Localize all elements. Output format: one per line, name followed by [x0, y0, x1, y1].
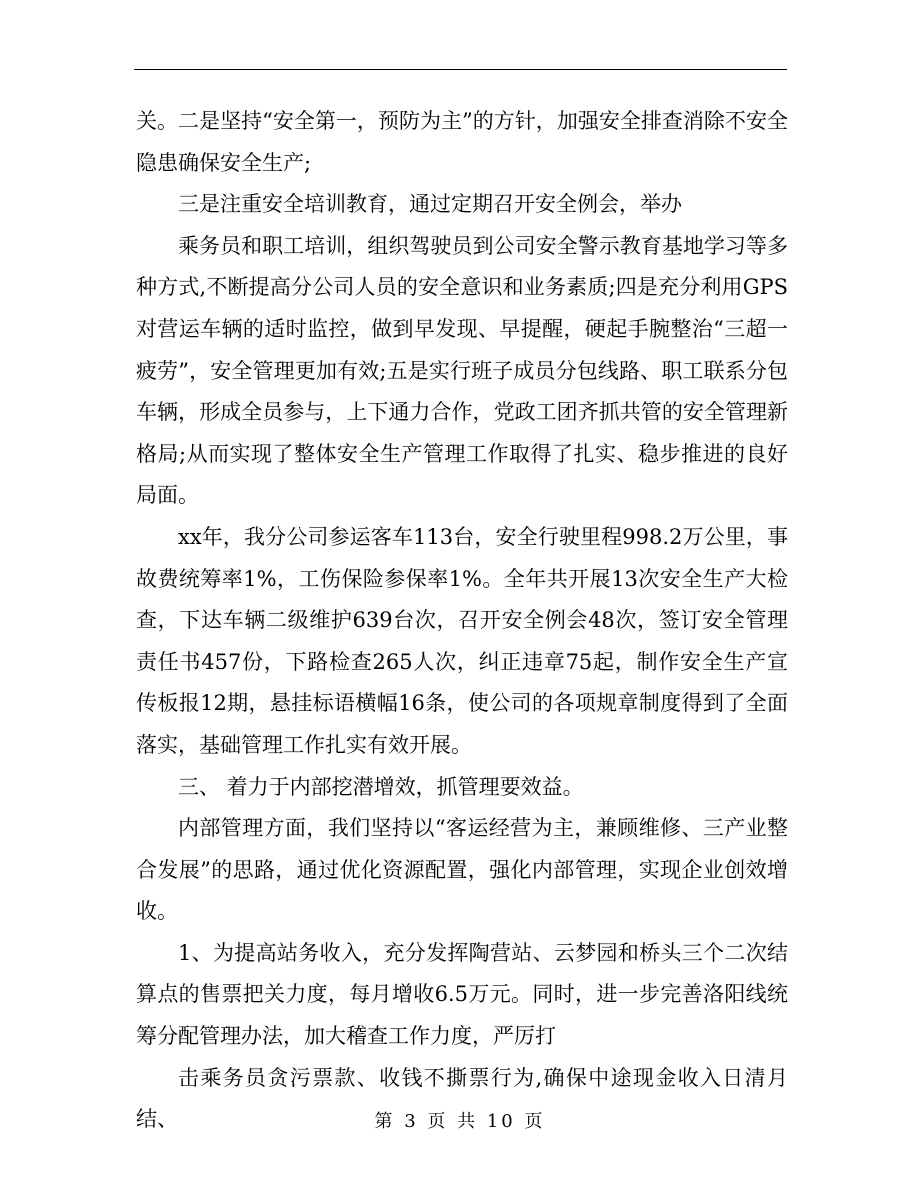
paragraph-2: 三是注重安全培训教育，通过定期召开安全例会，举办 [178, 192, 682, 217]
page-number-footer: 第 3 页 共 10 页 [374, 1111, 546, 1132]
document-body [136, 101, 788, 1141]
paragraph-5: 内部管理方面，我们坚持以“客运经营为主，兼顾维修、三产业整合发展”的思路，通过优化资源配置，强化内部管理，实现企业创效增收。 [136, 816, 788, 924]
paragraph-1: 关。二是坚持“安全第一，预防为主”的方针，加强安全排查消除不安全隐患确保安全生产; [136, 109, 788, 175]
paragraph-4: xx年，我分公司参运客车113台，安全行驶里程998.2万公里，事故费统筹率1%，工伤保险参保率1%。全年共开展13次安全生产大检查，下达车辆二级维护639台次，召开安全例会48次，签订安全管理责任书457份，下路检查265人次，纠正违章75起，制作安全生产宣传板报12期，悬挂标语横幅16条，使公司的各项规章制度得到了全面落实，基础管理工作扎实有效开展。 [136, 524, 788, 757]
header-rule [134, 69, 787, 70]
section-heading-3: 三、 着力于内部挖潜增效，抓管理要效益。 [178, 774, 584, 799]
paragraph-6: 1、为提高站务收入，充分发挥陶营站、云梦园和桥头三个二次结算点的售票把关力度，每月增收6.5万元。同时，进一步完善洛阳线统筹分配管理办法，加大稽查工作力度，严厉打 [136, 940, 788, 1049]
paragraph-7: 击乘务员贪污票款、收钱不撕票行为,确保中途现金收入日清月结、 [136, 1065, 788, 1132]
paragraph-3: 乘务员和职工培训，组织驾驶员到公司安全警示教育基地学习等多种方式,不断提高分公司人员的安全意识和业务素质;四是充分利用GPS对营运车辆的适时监控，做到早发现、早提醒，硬起手腕整治“三超一疲劳”，安全管理更加有效;五是实行班子成员分包线路、职工联系分包车辆，形成全员参与，上下通力合作，党政工团齐抓共管的安全管理新格局;从而实现了整体安全生产管理工作取得了扎实、稳步推进的良好局面。 [136, 233, 788, 508]
